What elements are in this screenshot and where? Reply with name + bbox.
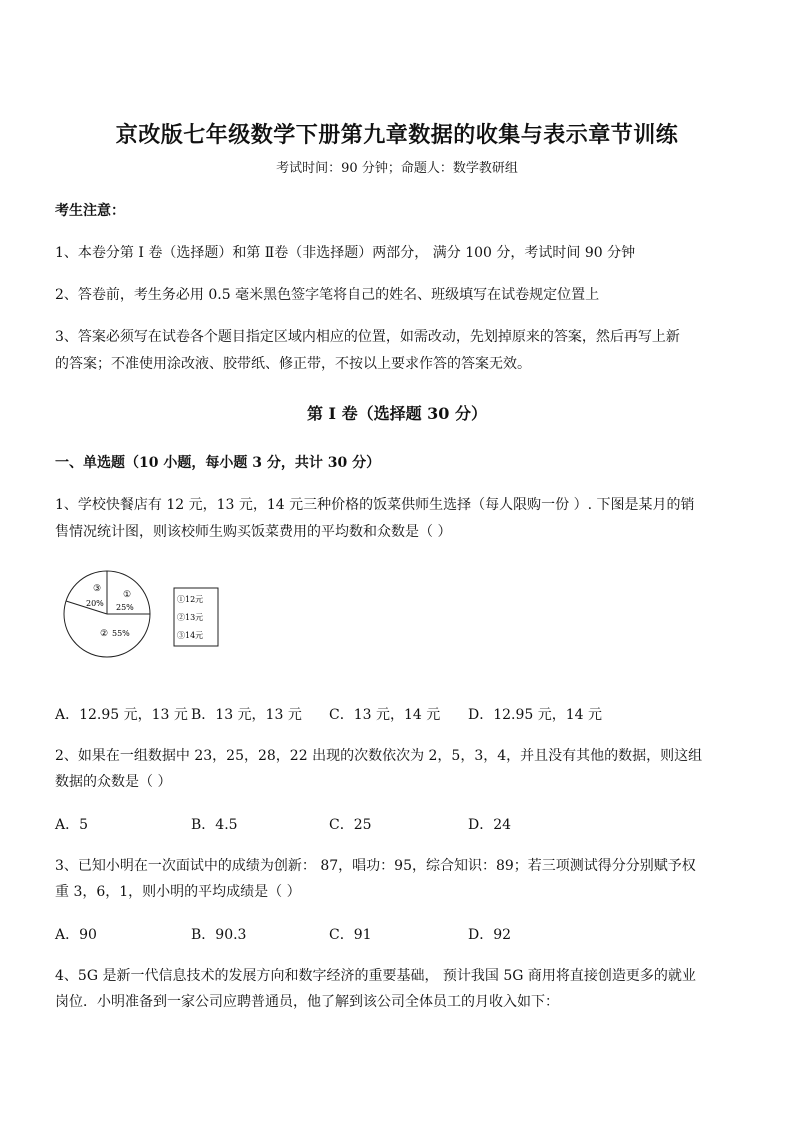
question-4-line-1: 4、5G 是新一代信息技术的发展方向和数字经济的重要基础， 预计我国 5G 商用将直接创造更多的就业 xyxy=(55,968,696,984)
q2-option-a[interactable]: A．5 xyxy=(55,817,89,833)
question-4-line-2: 岗位．小明准备到一家公司应聘普通员，他了解到该公司全体员工的月收入如下： xyxy=(55,994,559,1010)
slice-1-marker: ① xyxy=(123,590,132,600)
q2-option-c[interactable]: C．25 xyxy=(329,817,372,833)
notice-item-3-cont: 的答案；不准使用涂改液、胶带纸、修正带，不按以上要求作答的答案无效。 xyxy=(55,356,531,372)
q3-option-d[interactable]: D．92 xyxy=(468,927,512,943)
q3-option-a[interactable]: A．90 xyxy=(55,927,97,943)
pie-chart-figure xyxy=(60,570,230,670)
section-title: 第 I 卷（选择题 30 分） xyxy=(306,404,488,423)
q3-option-c[interactable]: C．91 xyxy=(329,927,372,943)
part-heading: 一、单选题（10 小题，每小题 3 分，共计 30 分） xyxy=(55,455,381,471)
q1-option-d[interactable]: D．12.95 元，14 元 xyxy=(468,707,603,723)
q2-option-d[interactable]: D．24 xyxy=(468,817,512,833)
legend-item-2: ②13元 xyxy=(177,613,204,622)
slice-3-marker: ③ xyxy=(93,584,102,594)
slice-2-label: 55% xyxy=(112,629,130,638)
q1-option-b[interactable]: B．13 元，13 元 xyxy=(191,707,302,723)
question-3-line-1: 3、已知小明在一次面试中的成绩为创新： 87，唱功：95，综合知识：89；若三项测试得分分别赋予权 xyxy=(55,858,696,874)
slice-1-label: 25% xyxy=(116,603,134,612)
question-2-line-1: 2、如果在一组数据中 23，25，28，22 出现的次数依次为 2，5，3，4，并且没有其他的数据，则这组 xyxy=(55,748,703,764)
pie-chart xyxy=(64,571,150,657)
exam-info: 考试时间：90 分钟；命题人：数学教研组 xyxy=(276,161,518,176)
pie-legend xyxy=(174,588,218,646)
legend-item-1: ①12元 xyxy=(177,595,204,604)
q1-option-c[interactable]: C．13 元，14 元 xyxy=(329,707,441,723)
question-1-line-1: 1、学校快餐店有 12 元，13 元，14 元三种价格的饭菜供师生选择（每人限购一份 ）. 下图是某月的销 xyxy=(55,497,695,513)
question-1-line-2: 售情况统计图，则该校师生购买饭菜费用的平均数和众数是（ ） xyxy=(55,524,452,540)
slice-2-marker: ② xyxy=(100,629,109,639)
notice-item-2: 2、答卷前，考生务必用 0.5 毫米黑色签字笔将自己的姓名、班级填写在试卷规定位置上 xyxy=(55,287,600,303)
q3-option-b[interactable]: B．90.3 xyxy=(191,927,247,943)
page-title: 京改版七年级数学下册第九章数据的收集与表示章节训练 xyxy=(115,122,679,148)
notice-item-3: 3、答案必须写在试卷各个题目指定区域内相应的位置，如需改动，先划掉原来的答案，然后再写上新 xyxy=(55,329,680,345)
legend-item-3: ③14元 xyxy=(177,631,204,640)
question-2-line-2: 数据的众数是（ ） xyxy=(55,774,172,790)
slice-3-label: 20% xyxy=(86,599,104,608)
q2-option-b[interactable]: B．4.5 xyxy=(191,817,238,833)
notice-heading: 考生注意： xyxy=(55,203,125,219)
notice-item-1: 1、本卷分第 I 卷（选择题）和第 Ⅱ卷（非选择题）两部分， 满分 100 分，考试时间 90 分钟 xyxy=(55,245,636,261)
q1-option-a[interactable]: A．12.95 元，13 元 xyxy=(55,707,188,723)
question-3-line-2: 重 3，6，1，则小明的平均成绩是（ ） xyxy=(55,884,301,900)
